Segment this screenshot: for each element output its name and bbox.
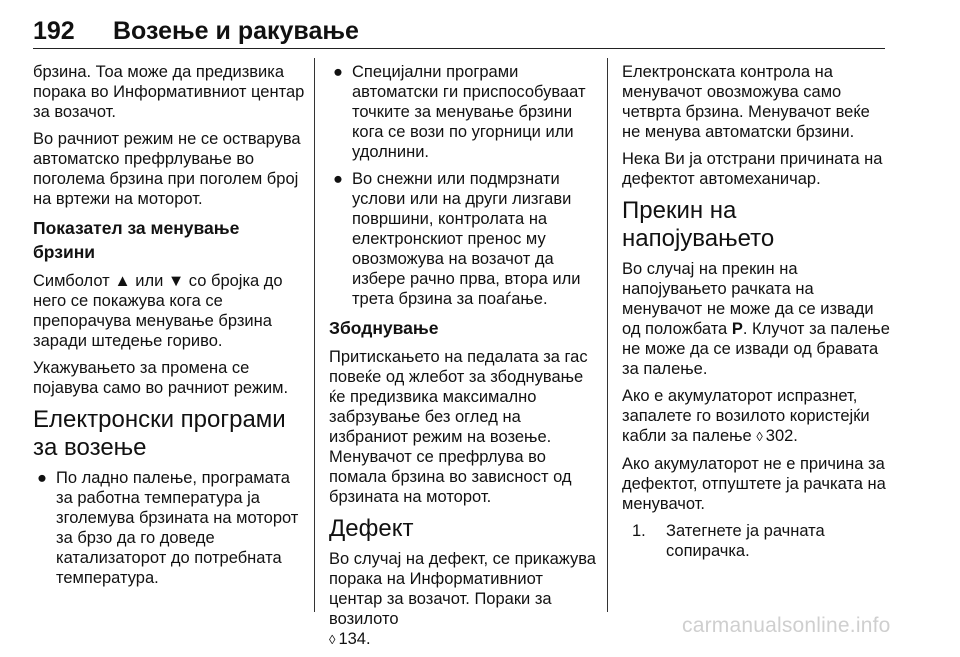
paragraph-text: Во случај на дефект, се прикажува порака на Информативниот центар за возачот. Пораки за возилото (329, 550, 596, 628)
list-item (329, 169, 597, 309)
page-reference-link[interactable]: 134. (338, 630, 371, 648)
column-2 (329, 62, 597, 657)
numbered-step (622, 521, 892, 561)
bullet-icon: ● (333, 63, 343, 81)
bullet-icon: ● (333, 170, 343, 188)
paragraph: Нека Ви ја отстрани причината на дефектот автомеханичар. (622, 150, 883, 188)
bullet-icon: ● (37, 469, 47, 487)
paragraph: Укажувањето за промена се појавува само во рачниот режим. (33, 359, 289, 397)
paragraph-text: . Клучот за палење не може да се извади од бравата за палење. (622, 320, 890, 378)
paragraph (329, 549, 597, 650)
list-item-text: По ладно палење, програмата за работна температура ја зголемува брзината на моторот за брзо да го доведе катализаторот до потребната температура. (56, 469, 299, 587)
paragraph: брзина. Тоа може да предизвика порака во Информативниот центар за возачот. (33, 63, 305, 121)
paragraph: Во рачниот режим не се остварува автоматско префрлување во поголема брзина при поголем број на вртежи на моторот. (33, 130, 301, 208)
gear-position-p: P (731, 320, 743, 338)
list-item-text: Специјални програми автоматски ги приспособуваат точките за менување брзини кога се вози по угорници или удолнини. (352, 63, 586, 161)
section-heading-driving-programs: Електронски програми за возење (33, 406, 286, 461)
list-item (33, 468, 305, 588)
section-heading-gear-indicator: Показател за менување брзини (33, 218, 240, 262)
column-1 (33, 62, 305, 595)
list-item-text: Во снежни или подмрзнати услови или на други лизгави површини, контролата на електронскиот пренос му овозможува на возачот да избере рачно прва, втора или трета брзина за поаѓање. (352, 170, 581, 308)
page-header (33, 12, 885, 49)
step-text: Затегнете ја рачната сопирачка. (666, 522, 825, 560)
paragraph-text: Ако е акумулаторот испразнет, запалете го возилото користејќи кабли за палење (622, 387, 870, 445)
paragraph: Симболот ▲ или ▼ со бројка до него се покажува кога се препорачува менување брзина заради штедење гориво. (33, 272, 283, 350)
paragraph: Електронската контрола на менувачот овозможува само четврта брзина. Менувачот веќе не менува автоматски брзини. (622, 63, 870, 141)
section-heading-power-interruption: Прекин на напојувањето (622, 197, 775, 252)
paragraph (622, 386, 892, 447)
page-reference-link[interactable]: 302. (765, 427, 798, 445)
step-number: 1. (632, 522, 646, 540)
column-divider (314, 58, 315, 612)
page-number: 192 (33, 17, 75, 45)
page-title: Возење и ракување (113, 17, 359, 45)
section-heading-fault: Дефект (329, 515, 414, 542)
column-divider (607, 58, 608, 612)
paragraph (622, 259, 892, 379)
page-reference-icon: ◊ (329, 632, 336, 647)
page-reference-icon: ◊ (756, 429, 763, 444)
paragraph-text: Во случај на прекин на напојувањето рачката на менувачот не може да се извади од положбата (622, 260, 874, 338)
paragraph: Ако акумулаторот не е причина за дефектот, отпуштете ја рачката на менувачот. (622, 455, 886, 513)
column-3 (622, 62, 892, 561)
watermark: carmanualsonline.info (682, 614, 891, 637)
paragraph: Притискањето на педалата за гас повеќе од жлебот за збоднување ќе предизвика максимално забрзување без оглед на избраниот режим на возење. Менувачот се префрлува во помала брзина во зависност од брзината на моторот. (329, 348, 588, 506)
list-item (329, 62, 597, 162)
section-heading-kickdown: Збоднување (329, 318, 439, 338)
